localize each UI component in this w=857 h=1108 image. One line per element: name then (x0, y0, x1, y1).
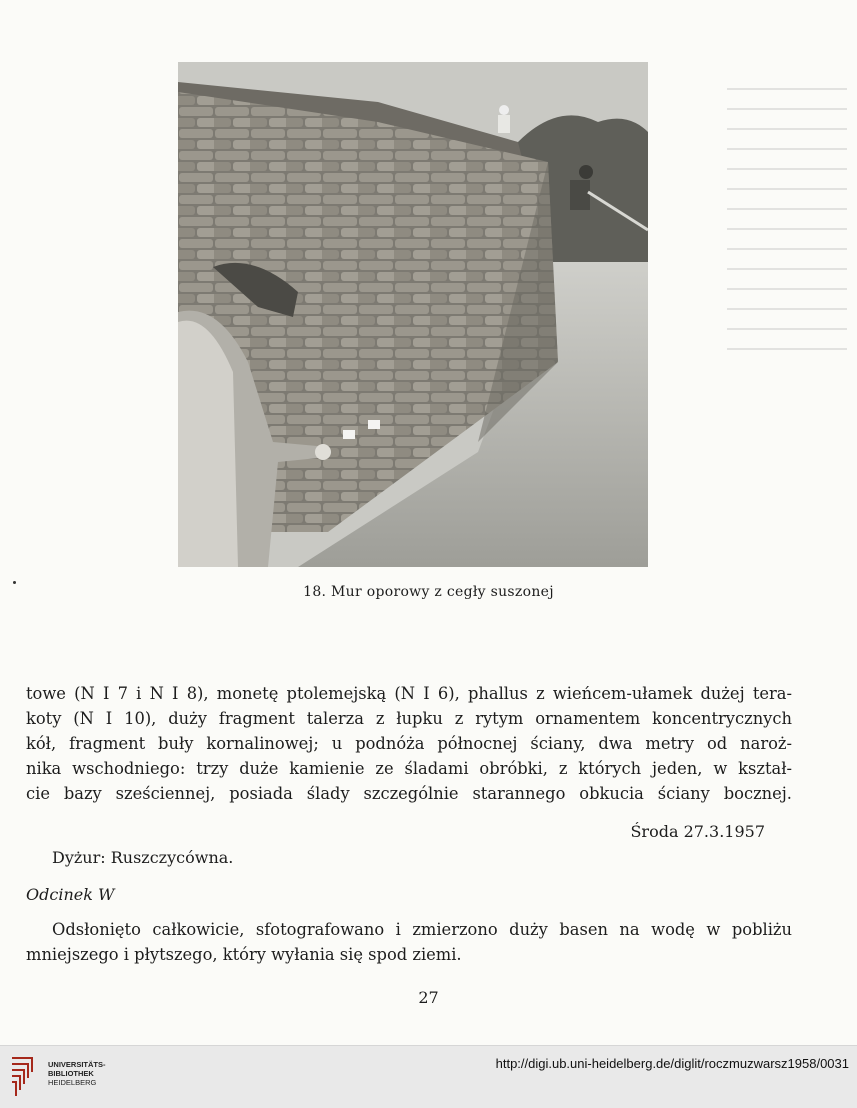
section-heading: Odcinek W (26, 885, 115, 904)
paragraph-line: mniejszego i płytszego, który wyłania się spod ziemi. (26, 945, 462, 964)
library-logo-text: UNIVERSITÄTS- BIBLIOTHEK HEIDELBERG (48, 1060, 106, 1087)
paragraph-line: cie bazy sześciennej, posiada ślady szczególnie starannego obkucia ściany bocznej. (26, 784, 792, 803)
figure-caption: 18. Mur oporowy z cegły suszonej (303, 584, 554, 600)
paragraph-2 (26, 917, 792, 967)
paragraph-1 (26, 681, 792, 806)
paragraph-line: nika wschodniego: trzy duże kamienie ze śladami obróbki, z których jeden, w kształ- (26, 759, 792, 778)
figure-photo (178, 62, 648, 567)
library-logo-icon[interactable] (8, 1054, 38, 1100)
paragraph-line: koty (N I 10), duży fragment talerza z łupku z rytym ornamentem koncentrycznych (26, 709, 792, 728)
paragraph-line: towe (N I 7 i N I 8), monetę ptolemejską (N I 6), phallus z wieńcem-ułamek dużej tera- (26, 684, 792, 703)
duty-line: Dyżur: Ruszczycówna. (52, 848, 234, 867)
source-url-link[interactable]: http://digi.ub.uni-heidelberg.de/diglit/roczmuzwarsz1958/0031 (495, 1056, 849, 1071)
paragraph-line: kół, fragment buły kornalinowej; u podnóża północnej ściany, dwa metry od naroż- (26, 734, 792, 753)
paragraph-line: Odsłonięto całkowicie, sfotografowano i zmierzono duży basen na wodę w pobliżu (52, 920, 792, 939)
entry-date: Środa 27.3.1957 (630, 822, 765, 841)
page-number: 27 (418, 988, 439, 1007)
bleed-through-text (727, 70, 847, 540)
footer-bar (0, 1045, 857, 1108)
